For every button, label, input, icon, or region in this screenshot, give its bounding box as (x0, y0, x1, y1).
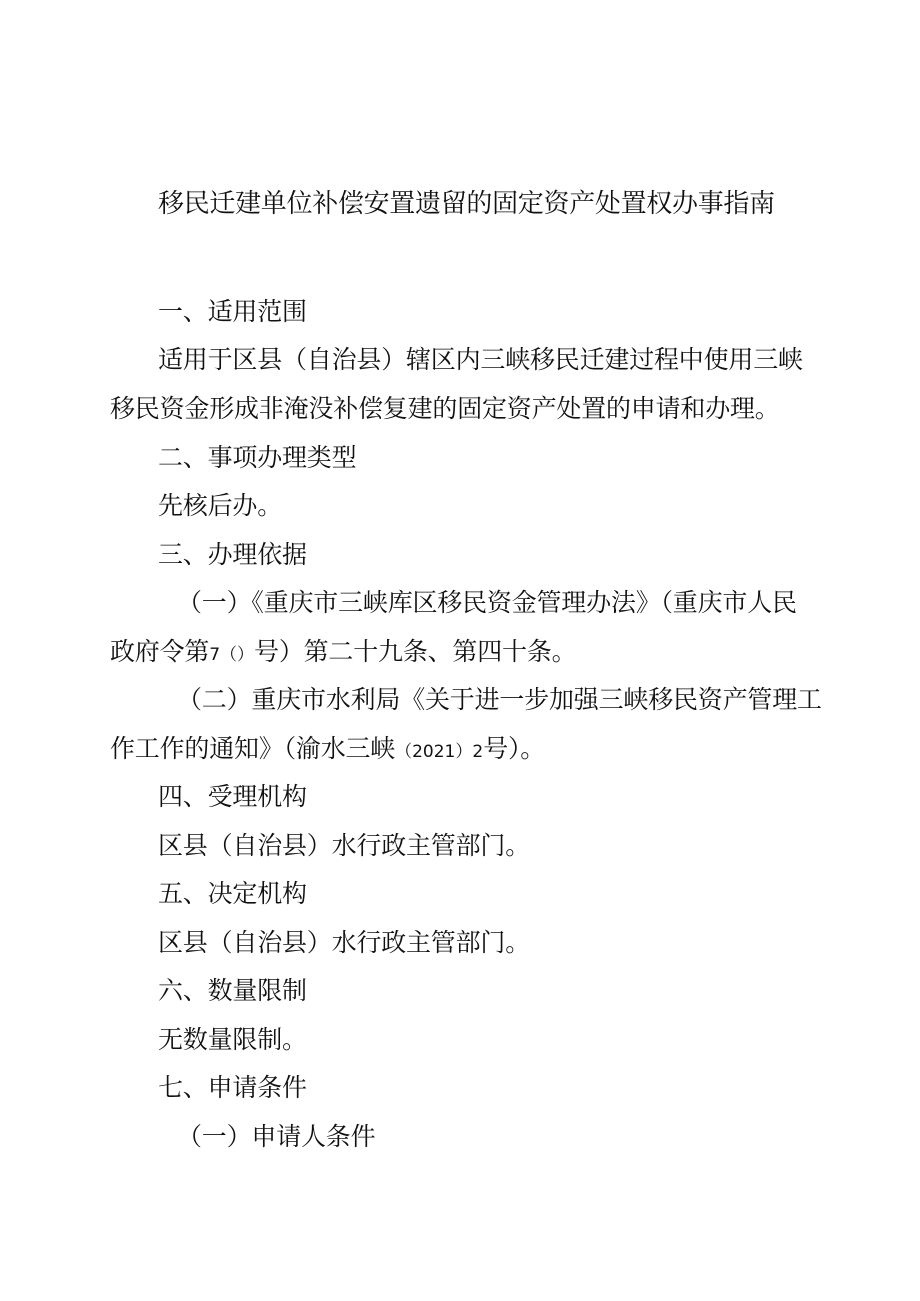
section-1-body-line-1: 适用于区县（自治县）辖区内三峡移民迁建过程中使用三峡 (158, 345, 803, 374)
section-3-heading: 三、办理依据 (158, 540, 307, 569)
section-6-heading: 六、数量限制 (158, 976, 307, 1005)
citation-number: 7（） (209, 645, 255, 665)
section-2-heading: 二、事项办理类型 (158, 443, 357, 472)
section-3-item-1-line-1: （一）《重庆市三峡库区移民资金管理办法》（重庆市人民 (177, 588, 797, 617)
section-4-body: 区县（自治县）水行政主管部门。 (158, 831, 531, 860)
section-4-heading: 四、受理机构 (158, 782, 307, 811)
section-5-body: 区县（自治县）水行政主管部门。 (158, 928, 531, 957)
citation-text: 作工作的通知》（渝水三峡 (110, 734, 396, 763)
section-1-body-line-2: 移民资金形成非淹没补偿复建的固定资产处置的申请和办理。 (110, 394, 780, 423)
section-3-item-2-line-2 (110, 731, 545, 770)
document-title: 移民迁建单位补偿安置遗留的固定资产处置权办事指南 (158, 189, 775, 219)
section-5-heading: 五、决定机构 (158, 879, 307, 908)
section-6-body: 无数量限制。 (158, 1025, 307, 1054)
citation-number: （2021）2 (395, 742, 484, 762)
section-3-item-2-line-1: （二）重庆市水利局《关于进一步加强三峡移民资产管理工 (177, 685, 822, 714)
section-1-heading: 一、适用范围 (158, 297, 307, 326)
section-7-heading: 七、申请条件 (158, 1073, 307, 1102)
section-2-body: 先核后办。 (158, 491, 283, 520)
citation-text: 号）第二十九条、第四十条。 (254, 637, 577, 666)
citation-text: 政府令第 (110, 637, 210, 666)
section-3-item-1-line-2 (110, 634, 576, 673)
section-7-item-1: （一）申请人条件 (177, 1122, 376, 1151)
citation-text: 号）。 (483, 734, 546, 763)
